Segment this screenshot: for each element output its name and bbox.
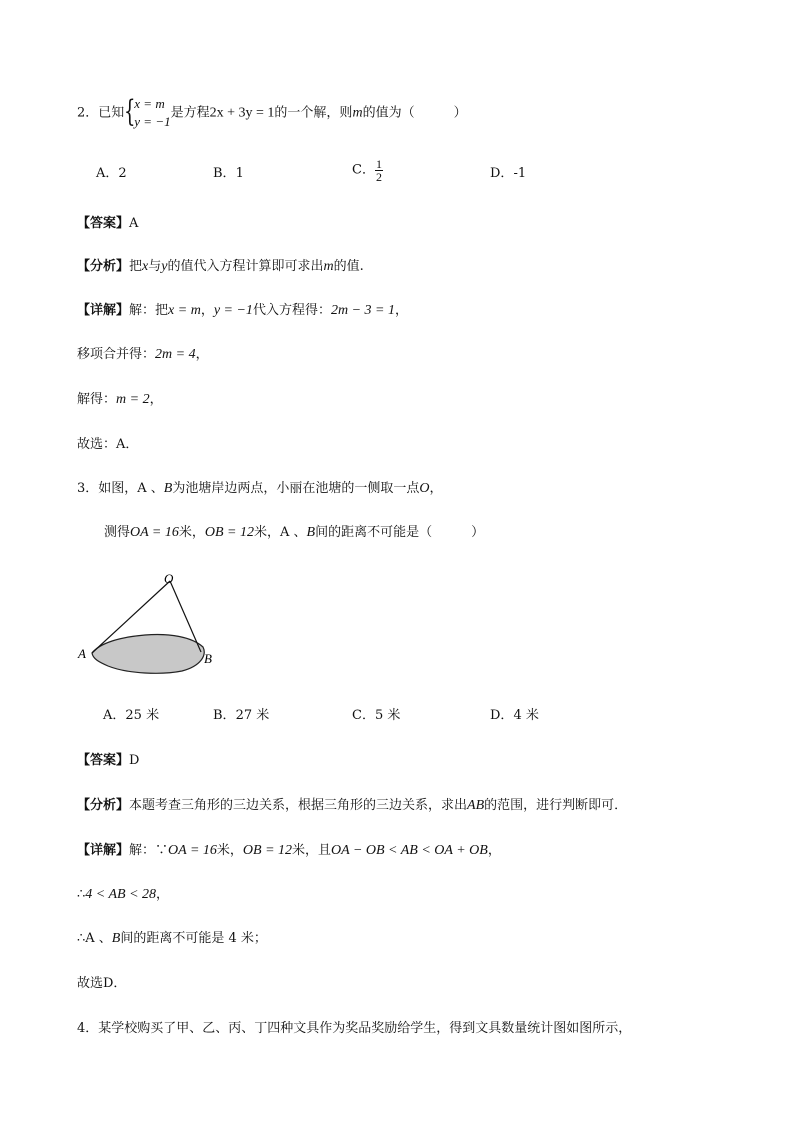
step-text: 间的距离不可能是 4 米；: [120, 931, 267, 946]
math-expr: y = −1: [213, 303, 253, 318]
q3-step3: [77, 930, 267, 948]
var-y: y: [161, 259, 168, 274]
detail-text: 解：∵: [129, 843, 169, 858]
detail-tag: 【详解】: [77, 303, 130, 318]
q3-option-b: [213, 707, 269, 725]
analysis-text: 把: [129, 259, 143, 274]
q3-option-d: [490, 707, 539, 725]
option-label: B．: [213, 708, 236, 723]
figure-label-b: B: [204, 651, 212, 666]
q4-stem: 4．某学校购买了甲、乙、丙、丁四种文具作为奖品奖励给学生，得到文具数量统计图如图所示，: [77, 1021, 632, 1036]
q2-stem-mid: 是方程: [170, 105, 210, 121]
figure-label-a: A: [78, 646, 86, 661]
q2-option-a: [96, 165, 127, 183]
point-b-label: B: [306, 525, 316, 540]
q3-detail: [77, 842, 501, 860]
q2-answer: [77, 215, 138, 233]
stem-text: 为池塘岸边两点，小丽在池塘的一侧取一点: [172, 481, 420, 496]
math-expr: OA = 16: [130, 525, 179, 540]
q2-stem-end: 的值为（ ）: [362, 105, 467, 121]
step-text: 解得：: [77, 392, 117, 407]
q3-step2: [77, 886, 169, 904]
answer-value: A: [129, 216, 139, 231]
option-label: C．: [352, 162, 375, 178]
var-m: m: [323, 259, 334, 274]
step-text: ，: [149, 392, 163, 407]
var-x: x: [142, 259, 149, 274]
segment-ab-label: AB: [467, 798, 485, 813]
detail-text: 米，: [216, 843, 243, 858]
q3-answer: [77, 752, 139, 770]
analysis-tag: 【分析】: [77, 259, 130, 274]
point-b-label: B: [163, 481, 173, 496]
math-expr: OA = 16: [168, 843, 217, 858]
option-label: D．: [490, 708, 514, 723]
q2-stem-mid2: 的一个解，则: [274, 105, 353, 121]
pond-figure: [70, 565, 230, 680]
q2-option-c: [352, 158, 383, 183]
stem-text: 间的距离不可能是（ ）: [315, 525, 485, 540]
option-value: 25 米: [125, 708, 160, 723]
detail-text: 代入方程得：: [252, 303, 331, 318]
stem-text: 米，: [178, 525, 205, 540]
q2-step2: [77, 346, 209, 364]
q2-var-m: m: [352, 105, 363, 121]
option-value: 1: [235, 166, 244, 181]
answer-tag: 【答案】: [77, 753, 130, 768]
fraction-one-half: [375, 158, 383, 183]
analysis-text: 本题考查三角形的三边关系，根据三角形的三边关系，求出: [129, 798, 468, 813]
step-text: ，: [156, 887, 170, 902]
option-value: 4 米: [513, 708, 539, 723]
math-expr: 4 < AB < 28: [85, 887, 157, 902]
q3-option-a: [103, 707, 159, 725]
option-label: C．: [352, 708, 375, 723]
analysis-text: 的值.: [333, 259, 364, 274]
q2-prefix: 2．已知: [77, 105, 125, 121]
math-expr: 2m = 4: [155, 347, 196, 362]
point-o-label: O: [419, 481, 430, 496]
q2-stem: [77, 95, 467, 131]
math-expr: x = m: [168, 303, 201, 318]
detail-text: ，: [487, 843, 501, 858]
math-expr: OA − OB < AB < OA + OB: [331, 843, 488, 858]
brace-icon: {: [124, 94, 136, 129]
fraction-numerator: 1: [375, 157, 382, 171]
stem-text: 测得: [104, 525, 131, 540]
step-text: ，: [195, 347, 209, 362]
q2-system-row2: y = −1: [134, 114, 171, 129]
option-value: 5 米: [374, 708, 401, 723]
analysis-text: 与: [148, 259, 162, 274]
math-expr: OB = 12: [242, 843, 293, 858]
q3-stem-line1: [77, 480, 443, 498]
fraction-denominator: 2: [375, 170, 382, 184]
point-b-label: B: [111, 931, 121, 946]
q2-system-row1: x = m: [134, 96, 165, 111]
q2-analysis: [77, 258, 364, 276]
q2-conclusion: 故选：A．: [77, 437, 139, 452]
stem-text: 3．如图，A 、: [77, 481, 164, 496]
detail-text: ，: [200, 303, 214, 318]
q2-step3: [77, 391, 163, 409]
step-text: ∴: [77, 887, 86, 902]
analysis-tag: 【分析】: [77, 798, 130, 813]
q2-detail: [77, 302, 408, 320]
option-value: -1: [513, 166, 527, 181]
stem-text: 米，A 、: [254, 525, 307, 540]
option-label: A．: [103, 708, 126, 723]
detail-text: 解：把: [129, 303, 169, 318]
math-expr: OB = 12: [204, 525, 254, 540]
q2-equation-system: [124, 95, 170, 131]
option-value: 2: [118, 166, 127, 181]
math-expr: 2m − 3 = 1: [330, 303, 395, 318]
q2-option-d: [490, 165, 526, 183]
analysis-text: 的值代入方程计算即可求出: [167, 259, 324, 274]
detail-text: ，: [394, 303, 408, 318]
option-label: B．: [213, 166, 236, 181]
q2-option-b: [213, 165, 244, 183]
math-expr: m = 2: [116, 392, 150, 407]
analysis-text: 的范围，进行判断即可．: [484, 798, 628, 813]
stem-text: ，: [429, 481, 443, 496]
answer-value: D: [129, 753, 140, 768]
detail-tag: 【详解】: [77, 843, 130, 858]
pond-shape: [92, 635, 204, 674]
option-label: D．: [490, 166, 514, 181]
option-value: 27 米: [235, 708, 270, 723]
option-label: A．: [96, 166, 119, 181]
answer-tag: 【答案】: [77, 216, 130, 231]
step-text: ∴A 、: [77, 931, 112, 946]
detail-text: 米，且: [292, 843, 332, 858]
q3-option-c: [352, 707, 400, 725]
q2-equation: 2x + 3y = 1: [209, 105, 275, 121]
q3-conclusion: 故选D．: [77, 976, 127, 991]
figure-label-o: O: [164, 571, 174, 586]
step-text: 移项合并得：: [77, 347, 156, 362]
q3-stem-line2: [104, 524, 484, 542]
q3-analysis: [77, 797, 627, 815]
